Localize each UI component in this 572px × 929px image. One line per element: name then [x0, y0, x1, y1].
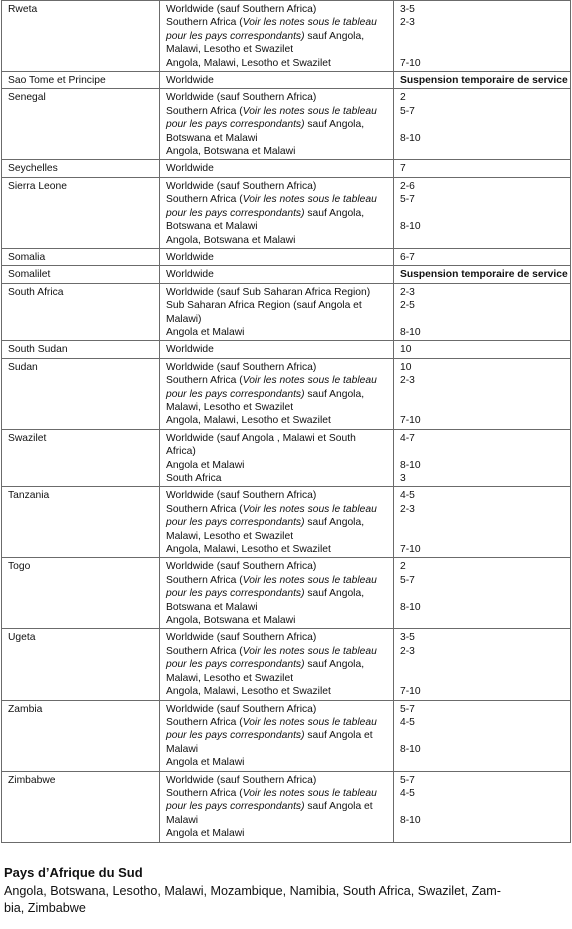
destination-text: Southern Africa ( [166, 17, 243, 29]
country-cell [2, 1, 160, 72]
table-row [2, 72, 571, 89]
destination-line [166, 472, 387, 485]
destination-text: Worldwide [166, 75, 214, 87]
rate-band-value: 2-3 [400, 375, 415, 387]
rate-band-value [400, 800, 564, 813]
rate-band-value [400, 118, 564, 131]
country-name: Togo [8, 561, 31, 573]
table-row [2, 266, 571, 283]
country-cell [2, 487, 160, 558]
destination-line [166, 672, 387, 685]
destination-cell [160, 700, 394, 771]
destination-text: Worldwide [166, 163, 214, 175]
country-cell [2, 429, 160, 487]
destination-line [166, 414, 387, 427]
table-row [2, 1, 571, 72]
destination-line [166, 251, 387, 264]
country-cell [2, 700, 160, 771]
country-cell [2, 248, 160, 265]
destination-line [166, 374, 387, 387]
destination-line [166, 43, 387, 56]
rate-band-value: 5-7 [400, 574, 415, 586]
rates-table [1, 0, 571, 843]
destination-text: Worldwide [166, 269, 214, 281]
destination-line [166, 631, 387, 644]
destination-line [166, 774, 387, 787]
service-suspension-notice: Suspension temporaire de service [400, 269, 568, 281]
rate-band-value: 5-7 [400, 105, 415, 117]
rate-band-value: 5-7 [400, 194, 415, 206]
destination-note-italic: pour les pays correspondants) [166, 30, 305, 42]
destination-cell [160, 160, 394, 177]
rate-band-value: 8-10 [400, 326, 421, 338]
destination-text: Angola, Botswana et Malawi [166, 615, 296, 627]
destination-cell [160, 89, 394, 160]
destination-text: Africa) [166, 446, 196, 458]
destination-line [166, 787, 387, 800]
rate-band-value: 3 [400, 472, 406, 484]
destination-text: sauf Angola, [304, 588, 365, 600]
destination-cell [160, 429, 394, 487]
rate-band-value: 2 [400, 561, 406, 573]
rate-band-value: 2-3 [400, 17, 415, 29]
destination-line [166, 432, 387, 445]
table-row [2, 771, 571, 842]
destination-line [166, 827, 387, 840]
rate-band-cell [394, 341, 571, 358]
destination-line [166, 91, 387, 104]
rate-band-value [400, 729, 564, 742]
destination-text: Worldwide (sauf Angola , Malawi et South [166, 432, 356, 444]
destination-text: Botswana et Malawi [166, 601, 258, 613]
rate-band-value [400, 313, 564, 326]
country-name: Ugeta [8, 632, 36, 644]
destination-text: sauf Angola, [304, 659, 365, 671]
note-title: Pays d’Afrique du Sud [4, 865, 143, 880]
destination-line [166, 16, 387, 29]
rate-band-value: 2-6 [400, 180, 415, 192]
rate-band-cell [394, 487, 571, 558]
destination-line [166, 313, 387, 326]
country-cell [2, 629, 160, 700]
destination-note-italic: pour les pays correspondants) [166, 517, 305, 529]
rate-band-cell [394, 160, 571, 177]
destination-line [166, 326, 387, 339]
destination-line [166, 587, 387, 600]
destination-line [166, 756, 387, 769]
rate-band-cell [394, 72, 571, 89]
destination-text: Worldwide [166, 344, 214, 356]
destination-text: Angola et Malawi [166, 828, 245, 840]
rate-band-value [400, 587, 564, 600]
rate-band-cell [394, 629, 571, 700]
destination-line [166, 703, 387, 716]
destination-line [166, 503, 387, 516]
destination-note-italic: pour les pays correspondants) [166, 588, 305, 600]
country-name: Somalia [8, 251, 46, 263]
destination-line [166, 489, 387, 502]
destination-line [166, 743, 387, 756]
destination-line [166, 401, 387, 414]
country-name: South Sudan [8, 344, 68, 356]
destination-cell [160, 1, 394, 72]
destination-line [166, 716, 387, 729]
destination-text: Angola et Malawi [166, 326, 245, 338]
destination-text: Angola et Malawi [166, 459, 245, 471]
country-name: South Africa [8, 286, 64, 298]
table-row [2, 429, 571, 487]
destination-note-italic: pour les pays correspondants) [166, 801, 305, 813]
destination-text: Angola et Malawi [166, 757, 245, 769]
rate-band-value [400, 401, 564, 414]
country-name: Swazilet [8, 432, 47, 444]
rate-band-value [400, 672, 564, 685]
destination-note-italic: pour les pays correspondants) [166, 659, 305, 671]
destination-text: Worldwide (sauf Southern Africa) [166, 180, 317, 192]
country-name: Sudan [8, 361, 38, 373]
destination-text: Angola, Malawi, Lesotho et Swazilet [166, 57, 331, 69]
destination-note-italic: Voir les notes sous le tableau [242, 375, 377, 387]
destination-line [166, 268, 387, 281]
rate-band-value: 6-7 [400, 251, 415, 263]
destination-text: Sub Saharan Africa Region (sauf Angola et [166, 300, 362, 312]
destination-line [166, 118, 387, 131]
destination-note-italic: pour les pays correspondants) [166, 730, 305, 742]
destination-text: Southern Africa ( [166, 375, 243, 387]
rate-band-cell [394, 266, 571, 283]
destination-cell [160, 177, 394, 248]
destination-text: Worldwide (sauf Southern Africa) [166, 361, 317, 373]
destination-text: South Africa [166, 473, 222, 484]
destination-text: Southern Africa ( [166, 787, 243, 799]
rate-band-cell [394, 89, 571, 160]
rate-band-value [400, 388, 564, 401]
destination-line [166, 445, 387, 458]
destination-line [166, 645, 387, 658]
country-name: Sao Tome et Principe [8, 75, 106, 87]
destination-note-italic: Voir les notes sous le tableau [242, 105, 377, 117]
destination-text: Botswana et Malawi [166, 132, 258, 144]
rate-band-value [400, 207, 564, 220]
destination-line [166, 614, 387, 627]
rate-band-value: 7-10 [400, 686, 421, 698]
destination-line [166, 574, 387, 587]
rate-band-cell [394, 558, 571, 629]
country-name: Zambia [8, 703, 43, 715]
rate-band-cell [394, 358, 571, 429]
destination-text: Worldwide (sauf Southern Africa) [166, 4, 317, 15]
destination-text: Worldwide (sauf Southern Africa) [166, 703, 317, 715]
destination-line [166, 459, 387, 472]
destination-text: sauf Angola et [304, 801, 373, 813]
rate-band-value: 5-7 [400, 703, 415, 715]
destination-text: Angola, Malawi, Lesotho et Swazilet [166, 686, 331, 698]
rate-band-cell [394, 177, 571, 248]
country-cell [2, 283, 160, 341]
country-name: Tanzania [8, 490, 50, 502]
table-row [2, 177, 571, 248]
destination-text: sauf Angola, [304, 119, 365, 131]
destination-cell [160, 558, 394, 629]
destination-line [166, 180, 387, 193]
rate-band-value [400, 43, 564, 56]
destination-text: sauf Angola, [304, 30, 365, 42]
country-cell [2, 341, 160, 358]
rate-band-value: 4-5 [400, 716, 415, 728]
rate-band-value [400, 614, 564, 627]
destination-text: Angola, Botswana et Malawi [166, 146, 296, 158]
rate-band-value: 4-5 [400, 787, 415, 799]
rate-band-value: 3-5 [400, 4, 415, 15]
southern-africa-note [4, 864, 566, 917]
destination-text: Southern Africa ( [166, 645, 243, 657]
destination-text: Malawi, Lesotho et Swazilet [166, 672, 294, 684]
destination-line [166, 3, 387, 16]
rate-band-value [400, 233, 564, 246]
destination-line [166, 286, 387, 299]
rate-band-value: 7-10 [400, 57, 421, 69]
rate-band-value [400, 445, 564, 458]
rate-band-value: 10 [400, 344, 412, 356]
destination-text: Worldwide (sauf Southern Africa) [166, 490, 317, 502]
table-row [2, 358, 571, 429]
country-cell [2, 72, 160, 89]
destination-text: sauf Angola, [304, 388, 365, 400]
destination-line [166, 162, 387, 175]
rate-band-cell [394, 1, 571, 72]
destination-text: Malawi, Lesotho et Swazilet [166, 530, 294, 542]
rate-band-value: 2-5 [400, 300, 415, 312]
destination-text: Malawi, Lesotho et Swazilet [166, 44, 294, 56]
destination-text: Malawi) [166, 313, 202, 325]
destination-note-italic: pour les pays correspondants) [166, 119, 305, 131]
rate-band-value: 2-3 [400, 503, 415, 515]
destination-text: Worldwide (sauf Southern Africa) [166, 92, 317, 104]
destination-text: Worldwide [166, 251, 214, 263]
destination-note-italic: Voir les notes sous le tableau [242, 787, 377, 799]
table-row [2, 629, 571, 700]
destination-text: Malawi [166, 814, 199, 826]
destination-text: sauf Angola et [304, 730, 373, 742]
country-name: Somalilet [8, 269, 51, 281]
destination-line [166, 543, 387, 556]
note-text-line: bia, Zimbabwe [4, 901, 86, 915]
rate-band-value [400, 756, 564, 769]
destination-line [166, 145, 387, 158]
rate-band-value: 8-10 [400, 132, 421, 144]
rate-band-value: 8-10 [400, 743, 421, 755]
destination-text: Botswana et Malawi [166, 221, 258, 233]
destination-cell [160, 629, 394, 700]
destination-note-italic: Voir les notes sous le tableau [242, 17, 377, 29]
destination-cell [160, 771, 394, 842]
rate-band-value: 2-3 [400, 286, 415, 298]
rate-band-value [400, 530, 564, 543]
country-name: Seychelles [8, 163, 58, 175]
destination-text: Southern Africa ( [166, 716, 243, 728]
rate-band-cell [394, 248, 571, 265]
rate-band-value: 4-5 [400, 490, 415, 502]
destination-line [166, 814, 387, 827]
destination-cell [160, 358, 394, 429]
destination-text: Worldwide (sauf Sub Saharan Africa Region) [166, 286, 371, 298]
rate-band-cell [394, 700, 571, 771]
destination-line [166, 74, 387, 87]
rate-band-value: 8-10 [400, 221, 421, 233]
destination-cell [160, 266, 394, 283]
destination-line [166, 361, 387, 374]
rate-band-value [400, 145, 564, 158]
rate-band-value: 4-7 [400, 432, 415, 444]
destination-text: Southern Africa ( [166, 194, 243, 206]
destination-note-italic: Voir les notes sous le tableau [242, 645, 377, 657]
destination-line [166, 516, 387, 529]
destination-cell [160, 248, 394, 265]
destination-line [166, 220, 387, 233]
rate-band-value: 8-10 [400, 814, 421, 826]
destination-text: Southern Africa ( [166, 503, 243, 515]
table-row [2, 89, 571, 160]
rate-band-value: 7-10 [400, 415, 421, 427]
note-text [4, 883, 566, 917]
destination-cell [160, 283, 394, 341]
destination-line [166, 560, 387, 573]
destination-text: Southern Africa ( [166, 574, 243, 586]
destination-text: sauf Angola, [304, 207, 365, 219]
destination-text: Malawi [166, 743, 199, 755]
destination-line [166, 30, 387, 43]
destination-text: Angola, Malawi, Lesotho et Swazilet [166, 415, 331, 427]
destination-line [166, 193, 387, 206]
rate-band-value [400, 516, 564, 529]
destination-line [166, 57, 387, 70]
country-name: Rweta [8, 4, 38, 15]
destination-line [166, 800, 387, 813]
destination-line [166, 132, 387, 145]
destination-cell [160, 72, 394, 89]
destination-line [166, 658, 387, 671]
rate-band-value: 5-7 [400, 774, 415, 786]
destination-line [166, 601, 387, 614]
table-row [2, 487, 571, 558]
destination-line [166, 234, 387, 247]
table-row [2, 341, 571, 358]
country-cell [2, 266, 160, 283]
rates-table-body [2, 1, 571, 843]
note-text-line: Angola, Botswana, Lesotho, Malawi, Mozambique, Namibia, South Africa, Swazilet, Zam- [4, 884, 501, 898]
country-cell [2, 358, 160, 429]
rate-band-value: 8-10 [400, 459, 421, 471]
destination-line [166, 343, 387, 356]
rate-band-cell [394, 771, 571, 842]
destination-cell [160, 341, 394, 358]
rate-band-value: 7 [400, 163, 406, 175]
destination-line [166, 388, 387, 401]
destination-text: Worldwide (sauf Southern Africa) [166, 632, 317, 644]
country-name: Zimbabwe [8, 774, 56, 786]
destination-text: Worldwide (sauf Southern Africa) [166, 774, 317, 786]
country-cell [2, 558, 160, 629]
destination-text: sauf Angola, [304, 517, 365, 529]
rate-band-value [400, 827, 564, 840]
service-suspension-notice: Suspension temporaire de service [400, 75, 568, 87]
rate-band-cell [394, 429, 571, 487]
destination-text: Angola, Botswana et Malawi [166, 234, 296, 246]
rate-band-value: 7-10 [400, 544, 421, 555]
rate-band-value: 3-5 [400, 632, 415, 644]
destination-note-italic: pour les pays correspondants) [166, 207, 305, 219]
destination-note-italic: Voir les notes sous le tableau [242, 503, 377, 515]
rate-band-value [400, 30, 564, 43]
country-name: Sierra Leone [8, 180, 67, 192]
destination-note-italic: pour les pays correspondants) [166, 388, 305, 400]
destination-line [166, 105, 387, 118]
table-row [2, 700, 571, 771]
destination-text: Worldwide (sauf Southern Africa) [166, 561, 317, 573]
destination-note-italic: Voir les notes sous le tableau [242, 574, 377, 586]
destination-cell [160, 487, 394, 558]
rate-band-value: 2-3 [400, 645, 415, 657]
table-row [2, 283, 571, 341]
rate-band-value: 10 [400, 361, 412, 373]
country-cell [2, 89, 160, 160]
table-row [2, 248, 571, 265]
destination-text: Malawi, Lesotho et Swazilet [166, 401, 294, 413]
destination-note-italic: Voir les notes sous le tableau [242, 194, 377, 206]
destination-line [166, 685, 387, 698]
country-cell [2, 771, 160, 842]
table-row [2, 160, 571, 177]
destination-line [166, 299, 387, 312]
destination-text: Southern Africa ( [166, 105, 243, 117]
destination-line [166, 207, 387, 220]
destination-line [166, 729, 387, 742]
country-cell [2, 160, 160, 177]
rate-band-value [400, 658, 564, 671]
rate-band-value: 8-10 [400, 601, 421, 613]
table-row [2, 558, 571, 629]
country-cell [2, 177, 160, 248]
destination-line [166, 530, 387, 543]
country-name: Senegal [8, 92, 46, 104]
rate-band-cell [394, 283, 571, 341]
destination-note-italic: Voir les notes sous le tableau [242, 716, 377, 728]
rate-band-value: 2 [400, 92, 406, 104]
destination-text: Angola, Malawi, Lesotho et Swazilet [166, 544, 331, 556]
